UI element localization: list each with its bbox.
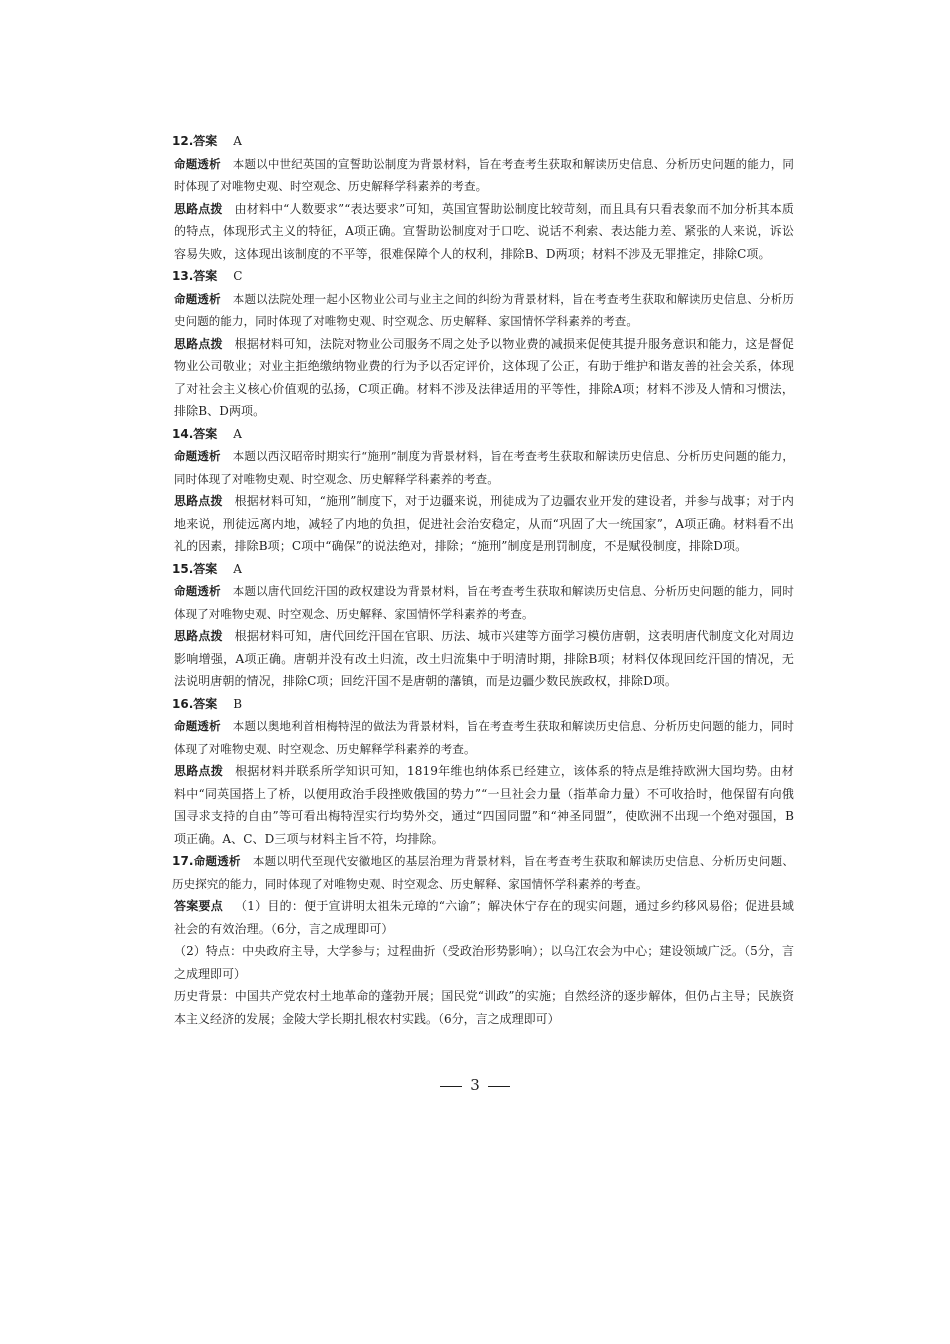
question-number: 14. <box>172 426 194 441</box>
question-number: 12. <box>172 134 194 148</box>
analysis-text: 本题以法院处理一起小区物业公司与业主之间的纠纷为背景材料，旨在考查考生获取和解读历史信息、分析历史问题的能力，同时体现了对唯物史观、时空观念、历史解释、家国情怀学科素养的考查。 <box>174 291 794 328</box>
analysis-text: 本题以明代至现代安徽地区的基层治理为背景材料，旨在考查考生获取和解读历史信息、分析历史问题、历史探究的能力，同时体现了对唯物史观、时空观念、历史解释、家国情怀学科素养的考查。 <box>172 854 794 891</box>
analysis-text: 本题以中世纪英国的宣誓助讼制度为背景材料，旨在考查考生获取和解读历史信息、分析历史问题的能力，同时体现了对唯物史观、时空观念、历史解释学科素养的考查。 <box>174 156 794 193</box>
answer-value: C <box>233 269 243 283</box>
hint-text: 由材料中“人数要求”“表达要求”可知，英国宣誓助讼制度比较苛刻，而且具有只看表象而不加分析其本质的特点，体现形式主义的特征，A项正确。宣誓助讼制度对于口吃、说话不利索、表达能力差、紧张的人来说，诉讼容易失败，这体现出该制度的不平等，很难保障个人的权利，排除B、D两项；材料不涉及无罪推定，排除C项。 <box>174 201 795 261</box>
footer-dash-left <box>440 1086 462 1087</box>
analysis-label: 命题透析 <box>174 291 221 306</box>
analysis-section <box>174 288 794 333</box>
analysis-text: 本题以奥地利首相梅特涅的做法为背景材料，旨在考查考生获取和解读历史信息、分析历史问题的能力，同时体现了对唯物史观、时空观念、历史解释学科素养的考查。 <box>174 719 794 756</box>
question-number: 16. <box>172 696 194 711</box>
analysis-label: 命题透析 <box>174 449 221 463</box>
analysis-section <box>174 715 794 760</box>
answer-line <box>172 130 794 153</box>
answer-label: 答案 <box>193 426 218 441</box>
hint-section <box>174 198 794 266</box>
question-13 <box>174 265 794 423</box>
analysis-label: 命题透析 <box>174 719 221 733</box>
hint-label: 思路点拨 <box>174 494 223 508</box>
question-14 <box>174 423 794 558</box>
analysis-text: 本题以西汉昭帝时期实行“施刑”制度为背景材料，旨在考查考生获取和解读历史信息、分析历史问题的能力，同时体现了对唯物史观、时空观念、历史解释学科素养的考查。 <box>174 449 794 486</box>
hint-label: 思路点拨 <box>174 764 224 778</box>
answer-value: A <box>233 561 242 576</box>
analysis-section <box>174 580 794 625</box>
hint-text: 根据材料可知，法院对物业公司服务不周之处予以物业费的减损来促使其提升服务意识和能力，这是督促物业公司敬业；对业主拒绝缴纳物业费的行为予以否定评价，这体现了公正，有助于维护和谐友善的社会关系，体现了对社会主义核心价值观的弘扬，C项正确。材料不涉及法律适用的平等性，排除A项；材料不涉及人情和习惯法，排除B、D两项。 <box>174 336 795 418</box>
analysis-section <box>174 153 794 198</box>
question-15 <box>174 558 794 693</box>
answer-value: A <box>233 426 242 441</box>
answer-line <box>172 693 794 716</box>
points-label: 答案要点 <box>174 899 223 913</box>
answer-line <box>172 265 794 288</box>
hint-section <box>174 625 794 693</box>
question-number: 17. <box>172 854 194 868</box>
question-12 <box>174 130 794 265</box>
hint-section <box>174 333 794 423</box>
hint-text: 根据材料并联系所学知识可知，1819年维也纳体系已经建立，该体系的特点是维持欧洲大国均势。由材料中“同英国搭上了桥，以便用政治手段挫败俄国的势力”“一旦社会力量（指革命力量）不可收拾时，他保留有向俄国寻求支持的自由”等可看出梅特涅实行均势外交，通过“四国同盟”和“神圣同盟”，使欧洲不出现一个绝对强国，B项正确。A、C、D三项与材料主旨不符，均排除。 <box>174 764 795 846</box>
points-text-2: （2）特点：中央政府主导，大学参与；过程曲折（受政治形势影响）；以乌江农会为中心；建设领域广泛。（5分，言之成理即可） <box>174 944 794 981</box>
hint-text: 根据材料可知，唐代回纥汗国在官职、历法、城市兴建等方面学习模仿唐朝，这表明唐代制度文化对周边影响增强，A项正确。唐朝并没有改土归流，改土归流集中于明清时期，排除B项；材料仅体现回纥汗国的情况，无法说明唐朝的情况，排除C项；回纥汗国不是唐朝的藩镇，而是边疆少数民族政权，排除D项。 <box>174 629 795 688</box>
answer-line <box>172 558 794 581</box>
answer-value: A <box>233 134 242 148</box>
hint-text: 根据材料可知，“施刑”制度下，对于边疆来说，刑徒成为了边疆农业开发的建设者，并参与战事；对于内地来说，刑徒远离内地，减轻了内地的负担，促进社会治安稳定，从而“巩固了大一统国家”，A项正确。材料看不出礼的因素，排除B项；C项中“确保”的说法绝对，排除；“施刑”制度是刑罚制度，不是赋役制度，排除D项。 <box>174 494 794 553</box>
question-16 <box>174 693 794 851</box>
answer-page <box>174 130 794 1030</box>
points-text-1: （1）目的：便于宣讲明太祖朱元璋的“六谕”；解决休宁存在的现实问题，通过乡约移风易俗；促进县域社会的有效治理。（6分，言之成理即可） <box>174 899 795 936</box>
analysis-label: 命题透析 <box>174 584 221 598</box>
question-number: 13. <box>172 269 194 283</box>
analysis-label: 命题透析 <box>193 854 241 868</box>
hint-section <box>174 760 794 850</box>
question-number: 15. <box>172 561 194 576</box>
analysis-section <box>172 850 794 895</box>
hint-section <box>174 490 794 558</box>
answer-label: 答案 <box>193 134 218 148</box>
answer-label: 答案 <box>193 269 218 283</box>
hint-label: 思路点拨 <box>174 629 223 643</box>
hint-label: 思路点拨 <box>174 336 223 351</box>
analysis-label: 命题透析 <box>174 156 221 171</box>
analysis-section <box>174 445 794 490</box>
answer-label: 答案 <box>193 696 218 711</box>
question-17 <box>174 850 794 1030</box>
page-footer <box>0 1076 950 1094</box>
hint-label: 思路点拨 <box>174 201 223 216</box>
answer-line <box>172 423 794 446</box>
answer-points-section <box>174 895 794 940</box>
answer-value: B <box>233 696 243 711</box>
analysis-text: 本题以唐代回纥汗国的政权建设为背景材料，旨在考查考生获取和解读历史信息、分析历史问题的能力，同时体现了对唯物史观、时空观念、历史解释、家国情怀学科素养的考查。 <box>174 584 794 621</box>
footer-dash-right <box>488 1086 510 1087</box>
points-text-3: 历史背景：中国共产党农村土地革命的蓬勃开展；国民党“训政”的实施；自然经济的逐步解体，但仍占主导；民族资本主义经济的发展；金陵大学长期扎根农村实践。（6分，言之成理即可） <box>174 989 794 1026</box>
page-number: 3 <box>470 1076 480 1094</box>
answer-label: 答案 <box>193 561 218 576</box>
